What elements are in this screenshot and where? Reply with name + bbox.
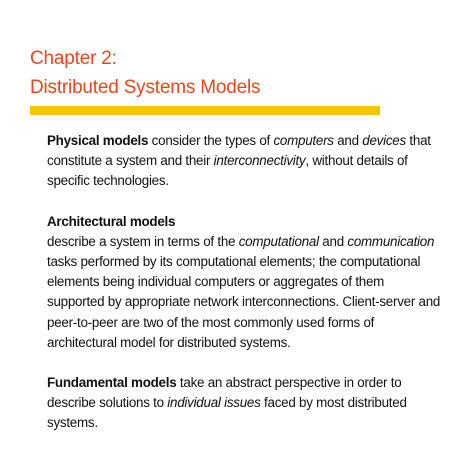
title-line-topic: Distributed Systems Models [30, 77, 261, 98]
fundamental-text-2: faced by most distributed systems. [47, 395, 407, 431]
slide-body [47, 131, 442, 434]
architectural-text-2: and [318, 233, 348, 249]
physical-emphasis-computers: computers [273, 133, 334, 148]
fundamental-emphasis-individual-issues: individual issues [167, 395, 261, 411]
architectural-models-term: Architectural models [47, 213, 176, 229]
architectural-models-paragraph [47, 212, 442, 353]
physical-models-paragraph [47, 131, 442, 192]
physical-models-term: Physical models [47, 133, 149, 148]
architectural-text-3: tasks performed by its computational elements; the computational elements being individual computers or aggregates of them supported by appropriate network interconnections. Client-server and peer-to-peer are two of the most commonly used forms of architectural model for distributed systems. [47, 254, 441, 350]
physical-emphasis-interconnectivity: interconnectivity [213, 153, 306, 169]
architectural-emphasis-computational: computational [238, 233, 319, 249]
physical-text-4: , without details of specific technologies. [47, 153, 408, 189]
physical-text-3: that constitute a system and their [47, 133, 431, 169]
physical-text-1: consider the types of [148, 133, 274, 148]
title-underline-bar [30, 106, 380, 115]
physical-emphasis-devices: devices [362, 133, 406, 148]
slide-title [30, 44, 430, 102]
fundamental-models-term: Fundamental models [47, 375, 177, 391]
fundamental-models-paragraph [47, 373, 442, 434]
title-line-chapter: Chapter 2: [30, 48, 117, 69]
physical-text-2: and [333, 133, 363, 148]
architectural-text-1: describe a system in terms of the [47, 233, 239, 249]
architectural-emphasis-communication: communication [347, 233, 435, 249]
fundamental-text-1: take an abstract perspective in order to describe solutions to [47, 375, 402, 411]
